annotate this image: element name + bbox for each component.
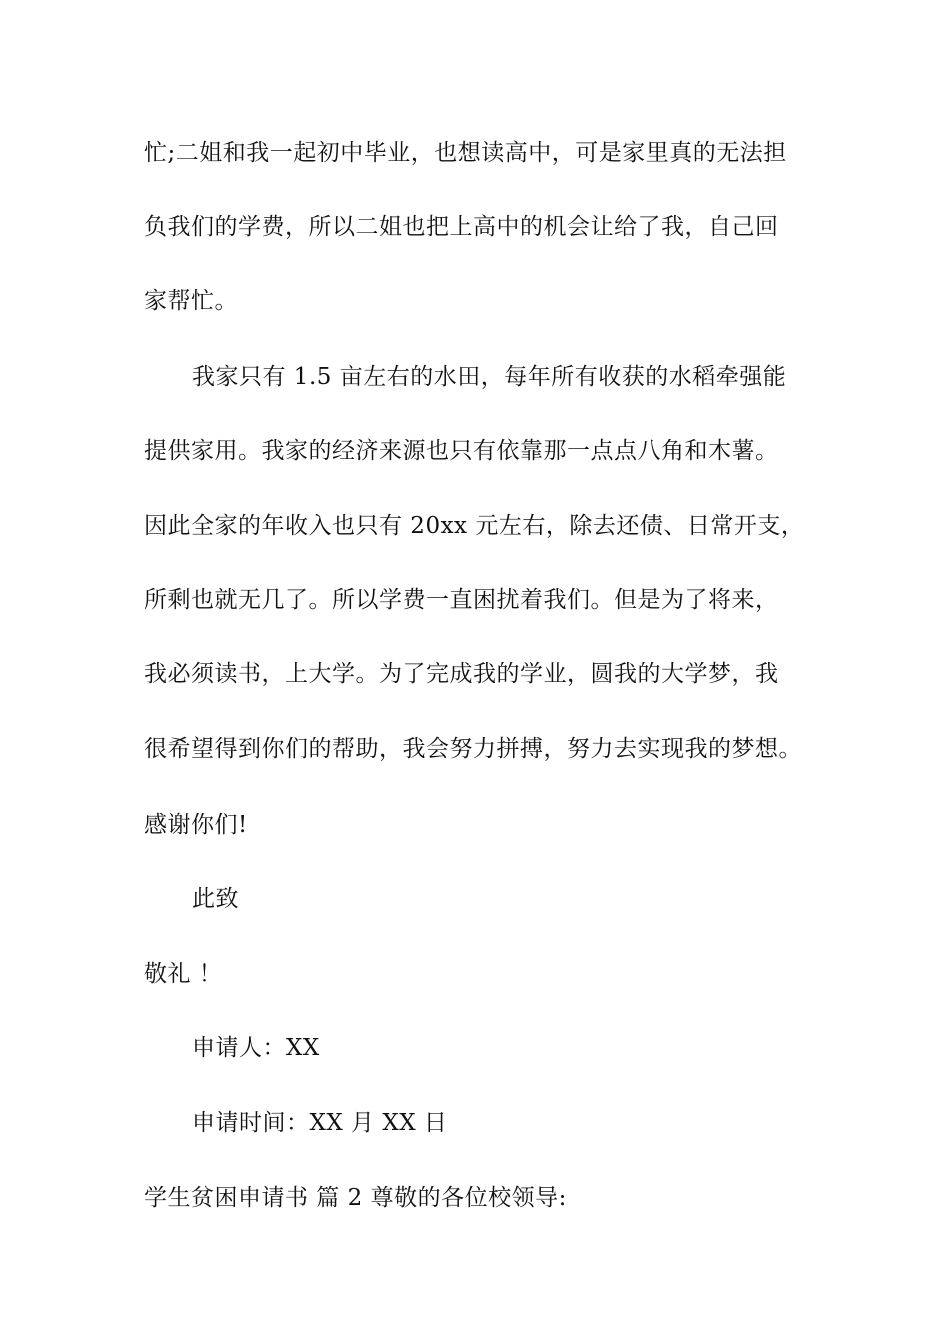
paragraph-line: 负我们的学费，所以二姐也把上高中的机会让给了我，自己回 — [144, 214, 779, 240]
paragraph-line: 所剩也就无几了。所以学费一直困扰着我们。但是为了将来， — [144, 587, 779, 613]
paragraph-line: 家帮忙。 — [144, 288, 238, 314]
paragraph-line: 我必须读书，上大学。为了完成我的学业，圆我的大学梦，我 — [144, 661, 779, 687]
paragraph-line: 很希望得到你们的帮助，我会努力拼搏，努力去实现我的梦想。 — [144, 736, 802, 762]
paragraph-line: 提供家用。我家的经济来源也只有依靠那一点点八角和木薯。 — [144, 438, 779, 464]
applicant-name: 申请人：XX — [192, 1035, 320, 1061]
next-section-heading: 学生贫困申请书 篇 2 尊敬的各位校领导: — [144, 1185, 567, 1211]
paragraph-line: 因此全家的年收入也只有 20xx 元左右，除去还债、日常开支， — [144, 513, 805, 539]
salutation-jingli: 敬礼 ！ — [144, 961, 223, 987]
application-date: 申请时间：XX 月 XX 日 — [192, 1110, 448, 1136]
salutation-cizhi: 此致 — [192, 886, 239, 912]
closing-thanks: 感谢你们! — [144, 812, 248, 838]
paragraph-line: 忙;二姐和我一起初中毕业，也想读高中，可是家里真的无法担 — [144, 140, 787, 166]
paragraph-line: 我家只有 1.5 亩左右的水田，每年所有收获的水稻牵强能 — [192, 364, 787, 390]
